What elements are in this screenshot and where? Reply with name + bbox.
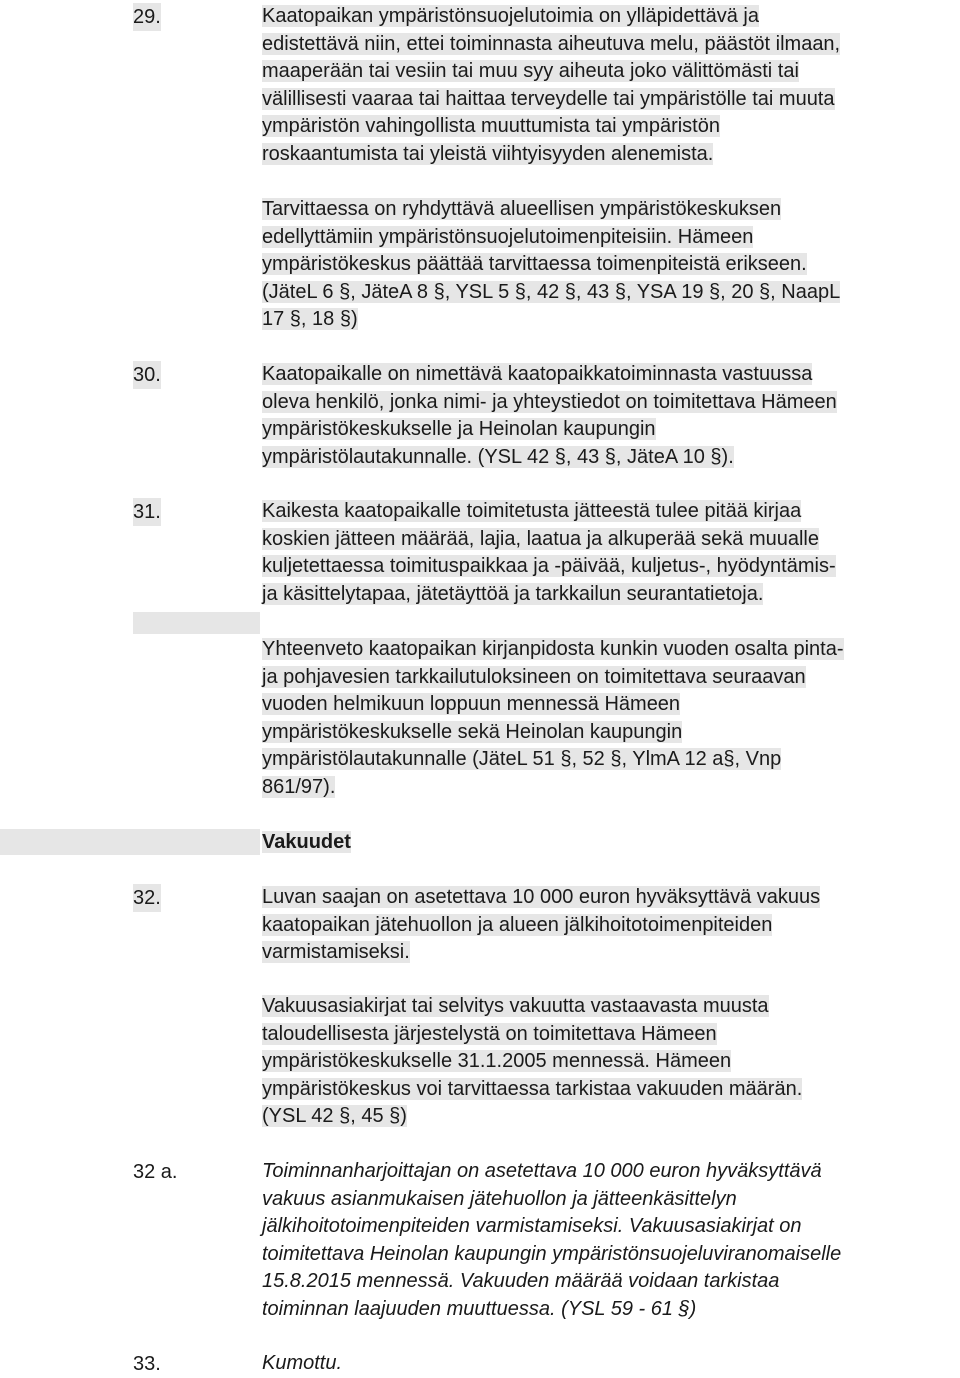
text-line: ympäristölautakunnalle. (YSL 42 §, 43 §, JäteA 10 §). xyxy=(262,445,734,468)
text-line: (YSL 42 §, 45 §) xyxy=(262,1105,407,1128)
text-line: ympäristölautakunnalle (JäteL 51 §, 52 §, YlmA 12 a§, Vnp xyxy=(262,748,782,771)
text-line: varmistamiseksi. xyxy=(262,941,410,964)
text-line: Vakuusasiakirjat tai selvitys vakuutta vastaavasta muusta xyxy=(262,995,769,1017)
section-heading xyxy=(262,829,960,857)
text-line: vakuus asianmukaisen jätehuollon ja jätteenkäsittelyn xyxy=(262,1187,737,1210)
text-line: 861/97). xyxy=(262,775,336,798)
text-line: toiminnan laajuuden muuttuessa. (YSL 59 - 61 §) xyxy=(262,1297,697,1320)
item-number: 29. xyxy=(133,3,161,31)
text-line: (JäteL 6 §, JäteA 8 §, YSL 5 §, 42 §, 43 §, YSA 19 §, 20 §, NaapL xyxy=(262,280,841,303)
text-line: välillisesti vaaraa tai haittaa terveydelle tai ympäristölle tai muuta xyxy=(262,87,835,110)
text-line: ympäristökeskukselle 31.1.2005 mennessä. Hämeen xyxy=(262,1050,732,1073)
text-line: Yhteenveto kaatopaikan kirjanpidosta kunkin vuoden osalta pinta- xyxy=(262,638,844,660)
item-33-text xyxy=(262,1350,960,1378)
text-line: Luvan saajan on asetettava 10 000 euron hyväksyttävä vakuus xyxy=(262,886,821,908)
text-line: Kaatopaikalle on nimettävä kaatopaikkatoiminnasta vastuussa xyxy=(262,363,813,385)
text-line: Tarvittaessa on ryhdyttävä alueellisen ympäristökeskuksen xyxy=(262,198,782,220)
text-line: ja pohjavesien tarkkailutuloksineen on toimitettava seuraavan xyxy=(262,665,806,688)
text-line: ympäristökeskukselle sekä Heinolan kaupungin xyxy=(262,720,683,743)
item-number: 30. xyxy=(133,361,161,389)
item-number: 31. xyxy=(133,498,161,526)
text-line: Kumottu. xyxy=(262,1352,343,1374)
text-line: Toiminnanharjoittajan on asetettava 10 000 euron hyväksyttävä xyxy=(262,1160,822,1182)
text-line: 15.8.2015 mennessä. Vakuuden määrää voidaan tarkistaa xyxy=(262,1270,780,1293)
text-line: maaperään tai vesiin tai muu syy aiheuta joko välittömästi tai xyxy=(262,60,799,83)
text-line: ympäristökeskus voi tarvittaessa tarkistaa vakuuden määrän. xyxy=(262,1077,803,1100)
text-line: ympäristökeskus päättää tarvittaessa toimenpiteistä erikseen. xyxy=(262,253,807,276)
highlight-bar xyxy=(0,829,260,855)
item-30-text xyxy=(262,361,960,471)
item-31-paragraph-2 xyxy=(262,636,960,802)
text-line: ja käsittelytapaa, jätetäyttöä ja tarkkailun seurantatietoja. xyxy=(262,582,764,605)
highlight-bar xyxy=(133,612,260,634)
item-number: 33. xyxy=(133,1353,161,1375)
text-line: koskien jätteen määrää, lajia, laatua ja alkuperää sekä muualle xyxy=(262,527,820,550)
item-number: 32. xyxy=(133,884,161,912)
text-line: kaatopaikan jätehuollon ja alueen jälkihoitotoimenpiteiden xyxy=(262,913,773,936)
text-line: vuoden helmikuun loppuun mennessä Hämeen xyxy=(262,693,681,716)
text-line: oleva henkilö, jonka nimi- ja yhteystiedot on toimitettava Hämeen xyxy=(262,390,837,413)
text-line: ympäristökeskukselle ja Heinolan kaupungin xyxy=(262,418,656,441)
text-line: jälkihoitotoimenpiteiden varmistamiseksi. Vakuusasiakirjat on xyxy=(262,1215,802,1238)
text-line: 17 §, 18 §) xyxy=(262,308,358,331)
heading-vakuudet: Vakuudet xyxy=(262,831,351,853)
text-line: edellyttämiin ympäristönsuojelutoimenpiteisiin. Hämeen xyxy=(262,225,754,248)
text-line: Kaatopaikan ympäristönsuojelutoimia on ylläpidettävä ja xyxy=(262,5,759,27)
item-29-text xyxy=(262,3,960,169)
item-32-text xyxy=(262,884,960,967)
text-line: edistettävä niin, ettei toiminnasta aiheutuva melu, päästöt ilmaan, xyxy=(262,32,841,55)
text-line: roskaantumista tai yleistä viihtyisyyden alenemista. xyxy=(262,142,714,165)
text-line: Kaikesta kaatopaikalle toimitetusta jätteestä tulee pitää kirjaa xyxy=(262,500,802,522)
item-32a-text xyxy=(262,1158,960,1324)
text-line: kuljetettaessa toimituspaikkaa ja -päivää, kuljetus-, hyödyntämis- xyxy=(262,555,836,578)
item-number: 32 a. xyxy=(133,1161,178,1183)
item-32-paragraph-2 xyxy=(262,993,960,1131)
text-line: ympäristön vahingollista muuttumista tai ympäristön xyxy=(262,115,720,138)
item-29-paragraph-2 xyxy=(262,196,960,334)
text-line: toimitettava Heinolan kaupungin ympäristönsuojeluviranomaiselle xyxy=(262,1242,842,1265)
item-31-text xyxy=(262,498,960,608)
text-line: taloudellisesta järjestelystä on toimitettava Hämeen xyxy=(262,1022,717,1045)
